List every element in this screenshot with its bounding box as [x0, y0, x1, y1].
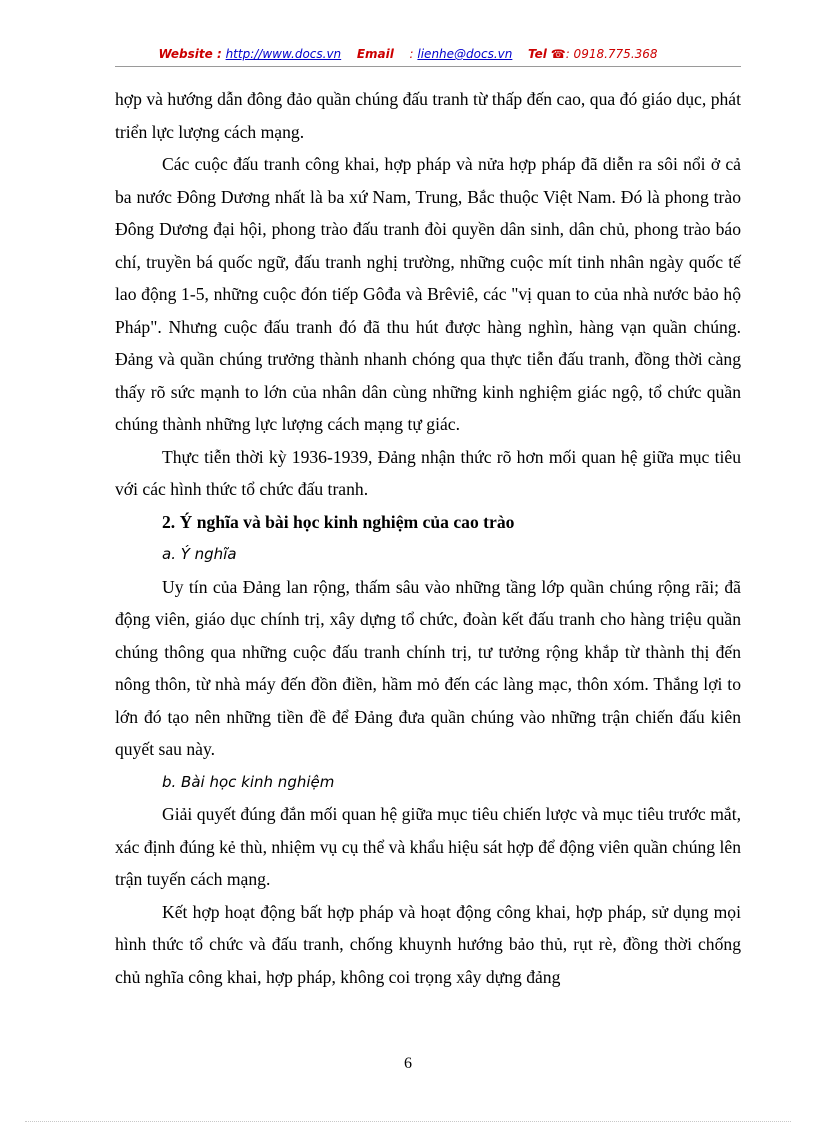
page-number: 6	[404, 1055, 412, 1072]
subheading-lessons: b. Bài học kinh nghiệm	[162, 772, 335, 791]
paragraph-practice: Thực tiễn thời kỳ 1936-1939, Đảng nhận thức rõ hơn mối quan hệ giữa mục tiêu với các hình thức tổ chức đấu tranh.	[115, 446, 741, 499]
page-header	[0, 47, 816, 61]
website-link[interactable]: http://www.docs.vn	[225, 47, 342, 61]
tel-number: : 0918.775.368	[565, 47, 658, 61]
page-bottom-border	[25, 1121, 791, 1122]
document-body	[115, 83, 741, 993]
paragraph-continuation: hợp và hướng dẫn đông đảo quần chúng đấu tranh từ thấp đến cao, qua đó giáo dục, phát triển lực lượng cách mạng.	[115, 89, 741, 142]
paragraph-lesson-1: Giải quyết đúng đắn mối quan hệ giữa mục tiêu chiến lược và mục tiêu trước mắt, xác định đúng kẻ thù, nhiệm vụ cụ thể và khẩu hiệu sát hợp để động viên quần chúng lên trận tuyến cách mạng.	[115, 804, 741, 889]
tel-label: Tel	[528, 47, 547, 61]
subheading-significance: a. Ý nghĩa	[162, 545, 237, 563]
paragraph-lesson-2: Kết hợp hoạt động bất hợp pháp và hoạt động công khai, hợp pháp, sử dụng mọi hình thức tổ chức và đấu tranh, chống khuynh hướng bảo thủ, rụt rè, đồng thời chống chủ nghĩa công khai, hợp pháp, không coi trọng xây dựng đảng	[115, 901, 741, 987]
section-heading: 2. Ý nghĩa và bài học kinh nghiệm của cao trào	[162, 511, 515, 532]
header-divider	[115, 66, 741, 67]
paragraph-struggles: Các cuộc đấu tranh công khai, hợp pháp và nửa hợp pháp đã diễn ra sôi nổi ở cả ba nước Đông Dương nhất là ba xứ Nam, Trung, Bắc thuộc Việt Nam. Đó là phong trào Đông Dương đại hội, phong trào đấu tranh đòi quyền dân sinh, dân chủ, phong trào báo chí, truyền bá quốc ngữ, đấu tranh nghị trường, những cuộc mít tinh nhân ngày quốc tế lao động 1-5, những cuộc đón tiếp Gôđa và Brêviê, các "vị quan to của nhà nước bảo hộ Pháp". Nhưng cuộc đấu tranh đó đã thu hút được hàng nghìn, hàng vạn quần chúng. Đảng và quần chúng trưởng thành nhanh chóng qua thực tiễn đấu tranh, đồng thời càng thấy rõ sức mạnh to lớn của nhân dân cùng những kinh nghiệm giác ngộ, tổ chức quần chúng thành những lực lượng cách mạng tự giác.	[115, 154, 741, 434]
email-label: Email	[356, 47, 394, 61]
paragraph-significance: Uy tín của Đảng lan rộng, thấm sâu vào những tầng lớp quần chúng rộng rãi; đã động viên, giáo dục chính trị, xây dựng tổ chức, đoàn kết đấu tranh cho hàng triệu quần chúng thông qua những cuộc đấu tranh chính trị, tư tưởng rộng khắp từ thành thị đến nông thôn, từ nhà máy đến đồn điền, hầm mỏ đến các làng mạc, thôn xóm. Thắng lợi to lớn đó tạo nên những tiền đề để Đảng đưa quần chúng vào những trận chiến đấu kiên quyết sau này.	[115, 576, 741, 759]
phone-icon: ☎	[550, 47, 566, 61]
email-separator: :	[409, 47, 414, 61]
website-label: Website :	[158, 47, 222, 61]
email-link[interactable]: lienhe@docs.vn	[417, 47, 513, 61]
